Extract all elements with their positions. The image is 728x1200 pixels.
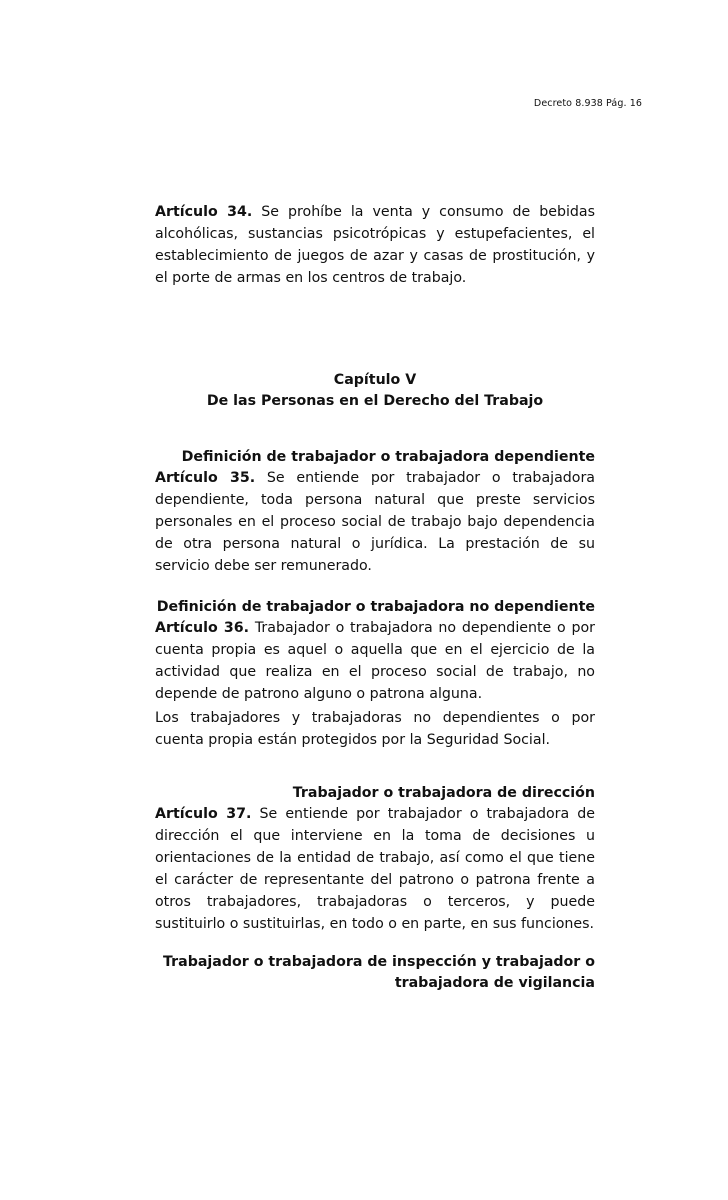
chapter-number: Capítulo V [333, 372, 417, 388]
article-35-heading: Definición de trabajador o trabajadora dependiente [181, 449, 595, 465]
article-36-text: Trabajador o trabajadora no dependiente o por cuenta propia es aquel o aquella que en el ejercicio de la actividad que realiza en el proceso social de trabajo, no depende de patrono alguno o patrona alguna. [155, 620, 595, 702]
article-38-heading-line-2: trabajadora de vigilancia [394, 975, 595, 991]
article-34-label: Artículo 34. [155, 204, 253, 220]
chapter-title: De las Personas en el Derecho del Trabajo [206, 393, 544, 409]
article-37-text: Se entiende por trabajador o trabajadora de dirección el que interviene en la toma de decisiones u orientaciones de la entidad de trabajo, así como el que tiene el carácter de representante del patrono o patrona frente a otros trabajadores, trabajadoras o terceros, y puede sustituirlo o sustituirlas, en todo o en parte, en sus funciones. [155, 806, 595, 932]
article-38-heading [155, 952, 595, 994]
article-34-paragraph [155, 201, 595, 289]
article-34-text: Se prohíbe la venta y consumo de bebidas alcohólicas, sustancias psicotrópicas y estupefacientes, el establecimiento de juegos de azar y casas de prostitución, y el porte de armas en los centros de trabajo. [155, 204, 595, 286]
article-37-paragraph [155, 803, 595, 935]
article-36-paragraph-2-block [155, 707, 595, 751]
article-37-label: Artículo 37. [155, 806, 252, 822]
article-35-paragraph [155, 467, 595, 577]
article-34 [155, 201, 595, 289]
page-reference: Decreto 8.938 Pág. 16 [533, 98, 642, 109]
article-36-paragraph-2: Los trabajadores y trabajadoras no dependientes o por cuenta propia están protegidos por la Seguridad Social. [155, 710, 595, 748]
chapter-heading [155, 370, 595, 412]
article-36-heading: Definición de trabajador o trabajadora no dependiente [156, 599, 595, 615]
article-36-label: Artículo 36. [155, 620, 250, 636]
article-37-heading: Trabajador o trabajadora de dirección [292, 785, 595, 801]
article-38-heading-line-1: Trabajador o trabajadora de inspección y trabajador o [163, 954, 595, 970]
article-35-text: Se entiende por trabajador o trabajadora dependiente, toda persona natural que preste servicios personales en el proceso social de trabajo bajo dependencia de otra persona natural o jurídica. La prestación de su servicio debe ser remunerado. [155, 470, 595, 574]
article-35-label: Artículo 35. [155, 470, 256, 486]
article-35 [155, 467, 595, 577]
article-36 [155, 617, 595, 705]
article-36-paragraph [155, 617, 595, 705]
article-37 [155, 803, 595, 935]
